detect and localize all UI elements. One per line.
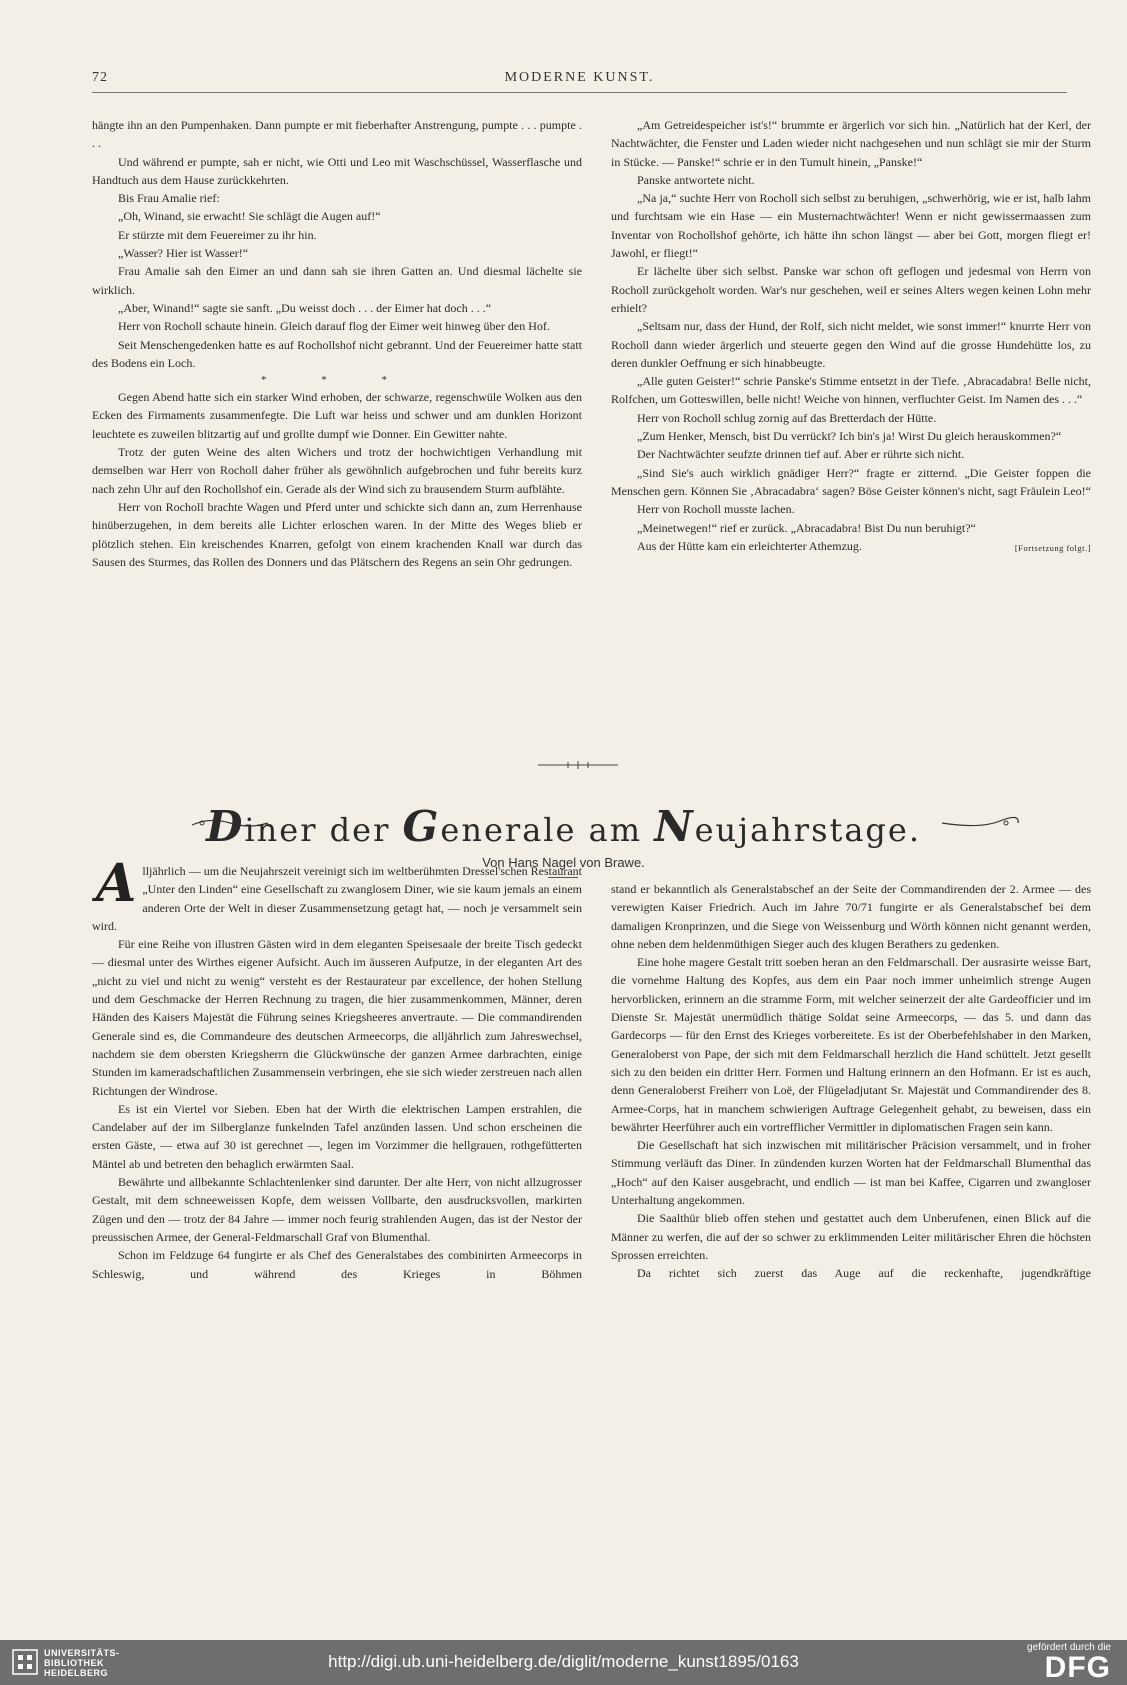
- running-header: [92, 70, 1067, 93]
- drop-cap: A: [96, 853, 137, 914]
- paragraph: Er lächelte über sich selbst. Panske war schon oft geflogen und jedesmal von Herrn von Rocholl zurückgeholt worden. War's nur geschehen, weil er seines Alters wegen keinen Lohn mehr erhielt?: [611, 264, 1091, 315]
- paragraph: Er stürzte mit dem Feuereimer zu ihr hin.: [118, 227, 317, 242]
- paragraph: Gegen Abend hatte sich ein starker Wind erhoben, der schwarze, regenschwüle Wolken aus den Ecken des Firmaments zusammenfegte. Die Luft war heiss und schwer und am dunklen Horizont leuchtete es zuweilen blitzartig auf und grollte dumpf wie Donner. Ein Gewitter nahte.: [92, 390, 582, 441]
- paragraph: hängte ihn an den Pumpenhaken. Dann pumpte er mit fieberhafter Anstrengung, pumpte . . . pumpte . . .: [92, 118, 582, 151]
- continuation-note: [Fortsetzung folgt.]: [1014, 542, 1091, 553]
- permalink-url[interactable]: http://digi.ub.uni-heidelberg.de/diglit/moderne_kunst1895/0163: [328, 1652, 799, 1671]
- article-title: [0, 802, 1127, 851]
- title-initial: D: [205, 802, 245, 851]
- library-name-line: HEIDELBERG: [44, 1668, 109, 1678]
- article-column-right: [611, 880, 1091, 1283]
- dfg-logo: DFG: [1044, 1651, 1111, 1684]
- paragraph: „Aber, Winand!“ sagte sie sanft. „Du weisst doch . . . der Eimer hat doch . . .“: [118, 300, 492, 315]
- paragraph: Herr von Rocholl schlug zornig auf das Bretterdach der Hütte.: [637, 410, 937, 425]
- paragraph: Und während er pumpte, sah er nicht, wie Otti und Leo mit Waschschüssel, Wasserflasche und Handtuch aus dem Hause zurückkehrten.: [92, 154, 582, 187]
- paragraph-last: [611, 537, 1091, 555]
- paragraph: stand er bekanntlich als Generalstabschef an der Seite der Commandirenden der 2. Armee — des verewigten Kaiser Friedrich. Auch im Jahre 70/71 fungirte er als Generalstabschef bei dem damaligen Kronprinzen, und die Siege von Weissenburg und Wörth können nicht genannt werden, ohne neben dem heldenmüthigen Sieger auch des klugen Berathers zu gedenken.: [611, 882, 1091, 951]
- title-initial: G: [402, 802, 441, 851]
- paragraph: „Seltsam nur, dass der Hund, der Rolf, sich nicht meldet, wie sonst immer!“ knurrte Herr von Rocholl dann wieder ärgerlich und steuerte gegen den Wind auf die grosse Hundehütte los, zu deren dunkler Oeffnung er sich hinabbeugte.: [611, 319, 1091, 370]
- paragraph: Da richtet sich zuerst das Auge auf die reckenhafte, jugendkräftige: [637, 1266, 1091, 1281]
- paragraph: Herr von Rocholl schaute hinein. Gleich darauf flog der Eimer weit hinweg über den Hof.: [118, 319, 550, 334]
- viewer-footer: [0, 1640, 1127, 1685]
- page-number: 72: [92, 70, 108, 85]
- divider-ornament-icon: [538, 760, 618, 770]
- paragraph: Bis Frau Amalie rief:: [118, 191, 220, 206]
- paragraph: Eine hohe magere Gestalt tritt soeben heran an den Feldmarschall. Der ausrasirte weisse Bart, die vornehme Haltung des Kopfes, aus dem ein Paar noch immer unheimlich strenge Augen hervorblicken, erinnern an die stramme Form, mit welcher seinerzeit der alte Gardeofficier und im Dienste Sr. Majestät unermüdlich thätige Soldat seine Armeecorps, — das 5. und dann das Gardecorps — für den Ernst des Krieges vorbereitete. Es ist der Oberbefehlshaber in den Marken, Generaloberst von Pape, der sich mit dem Feldmarschall herzlich die Hand schüttelt. Jetzt gesellt sich zu den beiden ein dritter Herr. Formen und Haltung erinnern an den Hofmann. Er ist es auch, denn Generaloberst Freiherr von Loë, der Flügeladjutant Sr. Majestät und Commandirender des 8. Armee-Corps, hat in manchem schwierigen Auftrage Gelegenheit gehabt, zu beweisen, dass ein bewährter Heerführer auch ein vortrefflicher Vermittler in diplomatischen Fragen sein kann.: [611, 955, 1091, 1134]
- paragraph: „Am Getreidespeicher ist's!“ brummte er ärgerlich vor sich hin. „Natürlich hat der Kerl, der Nachtwächter, die Fenster und Laden wieder nicht nachgesehen und nun schlägt sie mir der Sturm in Stücke. — Panske!“ schrie er in den Tumult hinein, „Panske!“: [611, 118, 1091, 169]
- paragraph-opening-text: lljährlich — um die Neujahrszeit vereinigt sich im weltberühmten Dressel'schen Restaurant „Unter den Linden“ eine Gesellschaft zu zwanglosem Diner, wie sie kaum jemals an einem anderen Orte der Welt in dieser Zusammensetzung getagt hat, — noch je versammelt sein wird.: [92, 864, 582, 933]
- paragraph: Seit Menschengedenken hatte es auf Rochollshof nicht gebrannt. Und der Feuereimer hatte statt des Bodens ein Loch.: [92, 337, 582, 370]
- paragraph: Die Gesellschaft hat sich inzwischen mit militärischer Präcision versammelt, und in froher Stimmung verläuft das Diner. In zündenden kurzen Worten hat der Feldmarschall Blumenthal das „Hoch“ auf den Kaiser ausgebracht, und endlich — ist man bei Kaffee, Cigarren und zwangloser Unterhaltung angekommen.: [611, 1138, 1091, 1208]
- section-break-stars: * * *: [261, 374, 413, 387]
- journal-title: MODERNE KUNST.: [504, 70, 655, 85]
- paragraph: Es ist ein Viertel vor Sieben. Eben hat der Wirth die elektrischen Lampen erstrahlen, die Candelaber auf der im Silberglanze funkelnden Tafel anzünden lassen. Und schon erscheinen die ersten Gäste, — etwa auf 30 ist gerechnet —, legen im Vorzimmer die hellgrauen, rothgefütterten Mäntel ab und betreten den behaglich erwärmten Saal.: [92, 1101, 582, 1171]
- paragraph: „Oh, Winand, sie erwacht! Sie schlägt die Augen auf!“: [118, 209, 381, 224]
- paragraph: „Sind Sie's auch wirklich gnädiger Herr?“ fragte er zitternd. „Die Geister foppen die Menschen gern. Können Sie ‚Abracadabra‘ sagen? Böse Geister können's nicht, sagt Fräulein Leo!“: [611, 465, 1091, 498]
- paragraph: „Na ja,“ suchte Herr von Rocholl sich selbst zu beruhigen, „schwerhörig, wie er ist, halb lahm und furchtsam wie ein Hase — ein Musternachtwächter! Wenn er nicht gewissermaassen zum Inventar von Rochollshof gehörte, ich hätte ihn schon längst — aber bei Gott, morgen fliegt er! Jawohl, er fliegt!“: [611, 191, 1091, 261]
- paragraph: Trotz der guten Weine des alten Wichers und trotz der hochwichtigen Verhandlung mit demselben war Herr von Rocholl daher früher als gewöhnlich aufgebrochen und fuhr bereits kurz nach zehn Uhr auf den Rochollshof ein. Gerade als der Wind sich zu brausendem Sturm aufblähte.: [92, 445, 582, 496]
- title-text: eujahrstage.: [694, 811, 922, 849]
- funding-label: gefördert durch die: [1027, 1642, 1111, 1653]
- title-initial: N: [654, 802, 695, 851]
- paragraph-last-text: Aus der Hütte kam ein erleichterter Athemzug.: [637, 538, 862, 553]
- paragraph: Frau Amalie sah den Eimer an und dann sah sie ihren Gatten an. Und diesmal lächelte sie wirklich.: [92, 264, 582, 297]
- library-name-line: BIBLIOTHEK: [44, 1658, 104, 1668]
- library-name-line: UNIVERSITÄTS-: [44, 1648, 120, 1658]
- paragraph: Schon im Feldzuge 64 fungirte er als Chef des Generalstabes des combinirten Armeecorps in Schleswig, und während des Krieges in Böhmen: [92, 1248, 582, 1281]
- title-text: enerale am: [440, 811, 655, 849]
- paragraph: „Wasser? Hier ist Wasser!“: [118, 246, 249, 261]
- title-text: iner der: [244, 811, 403, 849]
- paragraph: Die Saalthür blieb offen stehen und gestattet auch dem Unberufenen, einen Blick auf die Männer zu werfen, die auf der so schwer zu erklimmenden Leiter militärischer Ehren die höchsten Sprossen erreichten.: [611, 1211, 1091, 1262]
- paragraph: Herr von Rocholl musste lachen.: [637, 502, 795, 517]
- story-column-left: [92, 116, 582, 571]
- paragraph: „Zum Henker, Mensch, bist Du verrückt? Ich bin's ja! Wirst Du gleich herauskommen?“: [637, 429, 1062, 444]
- paragraph: „Meinetwegen!“ rief er zurück. „Abracadabra! Bist Du nun beruhigt?“: [637, 520, 976, 535]
- paragraph: Bewährte und allbekannte Schlachtenlenker sind darunter. Der alte Herr, von nicht allzugrosser Gestalt, mit dem schneeweissen Kopfe, dem weissen Vollbarte, den ausdrucksvollen, markirten Zügen und den — trotz der 84 Jahre — immer noch feurig strahlenden Augen, das ist der Nestor der preussischen Armee, der General-Feldmarschall Graf von Blumenthal.: [92, 1175, 582, 1244]
- paragraph: „Alle guten Geister!“ schrie Panske's Stimme entsetzt in der Tiefe. ‚Abracadabra! Belle nicht, Rolfchen, um Gotteswillen, belle nicht! Weiche von hinnen, verfluchter Geist. Im Namen des . . .“: [611, 374, 1091, 407]
- article-byline: Von Hans Nagel von Brawe.: [482, 855, 645, 870]
- paragraph: Der Nachtwächter seufzte drinnen tief auf. Aber er rührte sich nicht.: [637, 447, 965, 462]
- story-column-right: [611, 116, 1091, 557]
- paragraph: Für eine Reihe von illustren Gästen wird in dem eleganten Speisesaale der breite Tisch gedeckt — diesmal unter des Wirthes eigener Aufsicht. Auch im äusseren Aufputze, in der eleganten Art des „nicht zu viel und nicht zu wenig“ versteht es der Restaurateur par excellence, der hohen Stellung und dem Geschmacke der Herren Rechnung zu tragen, die hier zusammenkommen, Männer, deren Händen des Kaisers Majestät die Führung seines Kriegsheeres anvertraute. — Die commandirenden Generale sind es, die Commandeure des deutschen Armeecorps, die alljährlich zum Jahreswechsel, nachdem sie dem obersten Kriegsherrn die Glückwünsche der ganzen Armee darbrachten, einige Stunden im kameradschaftlichen Zusammensein verbringen, ehe sie sich wieder zerstreuen nach allen Richtungen der Windrose.: [92, 937, 582, 1098]
- paragraph: Herr von Rocholl brachte Wagen und Pferd unter und schickte sich dann an, zum Herrenhause hinüberzugehen, in dem bereits alle Lichter erloschen waren. In der Mitte des Weges blieb er plötzlich stehen. Ein kreischendes Knarren, gefolgt von einem krachenden Knall war durch das Sausen des Sturmes, das Rollen des Donners und das Plätschern des Regens an sein Ohr gedrungen.: [92, 499, 582, 569]
- paragraph: Panske antwortete nicht.: [637, 172, 755, 187]
